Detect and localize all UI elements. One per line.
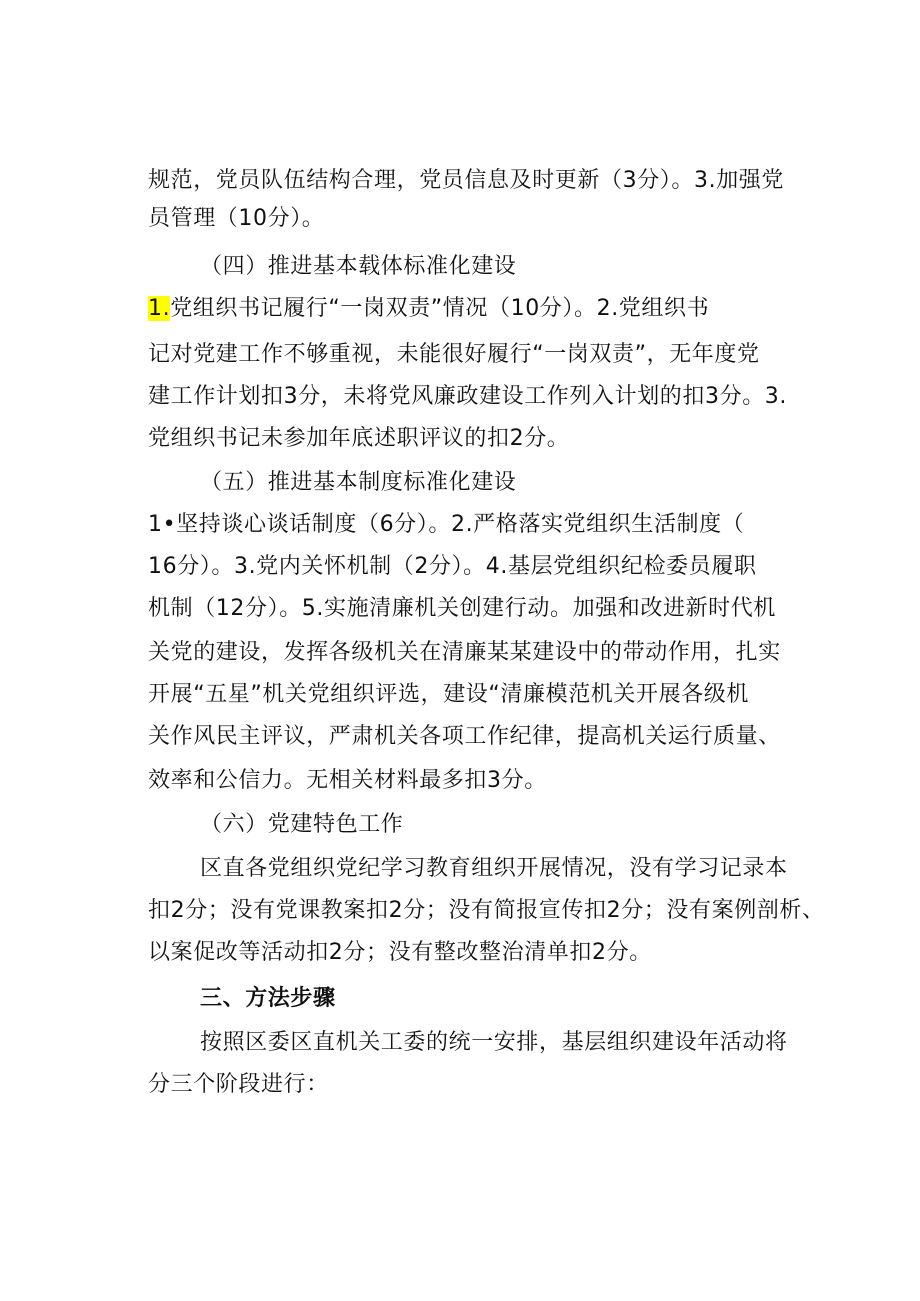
section-heading-6: （六）党建特色工作	[200, 812, 404, 837]
paragraph-line: 16分）。3.党内关怀机制（2分）。4.基层党组织纪检委员履职	[148, 554, 757, 579]
paragraph-line: 党组织书记未参加年底述职评议的扣2分。	[148, 426, 570, 451]
paragraph-line: 按照区委区直机关工委的统一安排，基层组织建设年活动将	[200, 1030, 788, 1055]
paragraph-line: 员管理（10分）。	[148, 206, 325, 231]
paragraph-line: 关党的建设，发挥各级机关在清廉某某建设中的带动作用，扎实	[148, 640, 781, 665]
chapter-heading: 三、方法步骤	[200, 986, 336, 1011]
paragraph-line: 规范，党员队伍结构合理，党员信息及时更新（3分）。3.加强党	[148, 168, 784, 193]
paragraph-line: 建工作计划扣3分，未将党风廉政建设工作列入计划的扣3分。3.	[148, 384, 787, 409]
paragraph-line: 1•坚持谈心谈话制度（6分）。2.严格落实党组织生活制度（	[148, 512, 745, 537]
paragraph-line: 机制（12分）。5.实施清廉机关创建行动。加强和改进新时代机	[148, 596, 776, 621]
paragraph-line: 分三个阶段进行：	[148, 1072, 329, 1097]
paragraph-line: 开展“五星”机关党组织评选，建设“清廉模范机关开展各级机	[148, 682, 749, 707]
section-heading-5: （五）推进基本制度标准化建设	[200, 470, 517, 495]
paragraph-line: 区直各党组织党纪学习教育组织开展情况，没有学习记录本	[200, 856, 788, 881]
paragraph-line: 记对党建工作不够重视，未能很好履行“一岗双责”，无年度党	[148, 342, 760, 367]
paragraph-line: 扣2分；没有党课教案扣2分；没有简报宣传扣2分；没有案例剖析、	[148, 898, 825, 923]
paragraph-line: 关作风民主评议，严肃机关各项工作纪律，提高机关运行质量、	[148, 724, 781, 749]
paragraph-text: 党组织书记履行“一岗双责”情况（10分）。2.党组织书	[170, 296, 710, 321]
paragraph-line: 效率和公信力。无相关材料最多扣3分。	[148, 768, 547, 793]
paragraph-line	[148, 294, 808, 324]
section-heading-4: （四）推进基本载体标准化建设	[200, 254, 517, 279]
highlighted-item-number: 1.	[148, 296, 171, 321]
paragraph-line: 以案促改等活动扣2分；没有整改整治清单扣2分。	[148, 940, 652, 965]
